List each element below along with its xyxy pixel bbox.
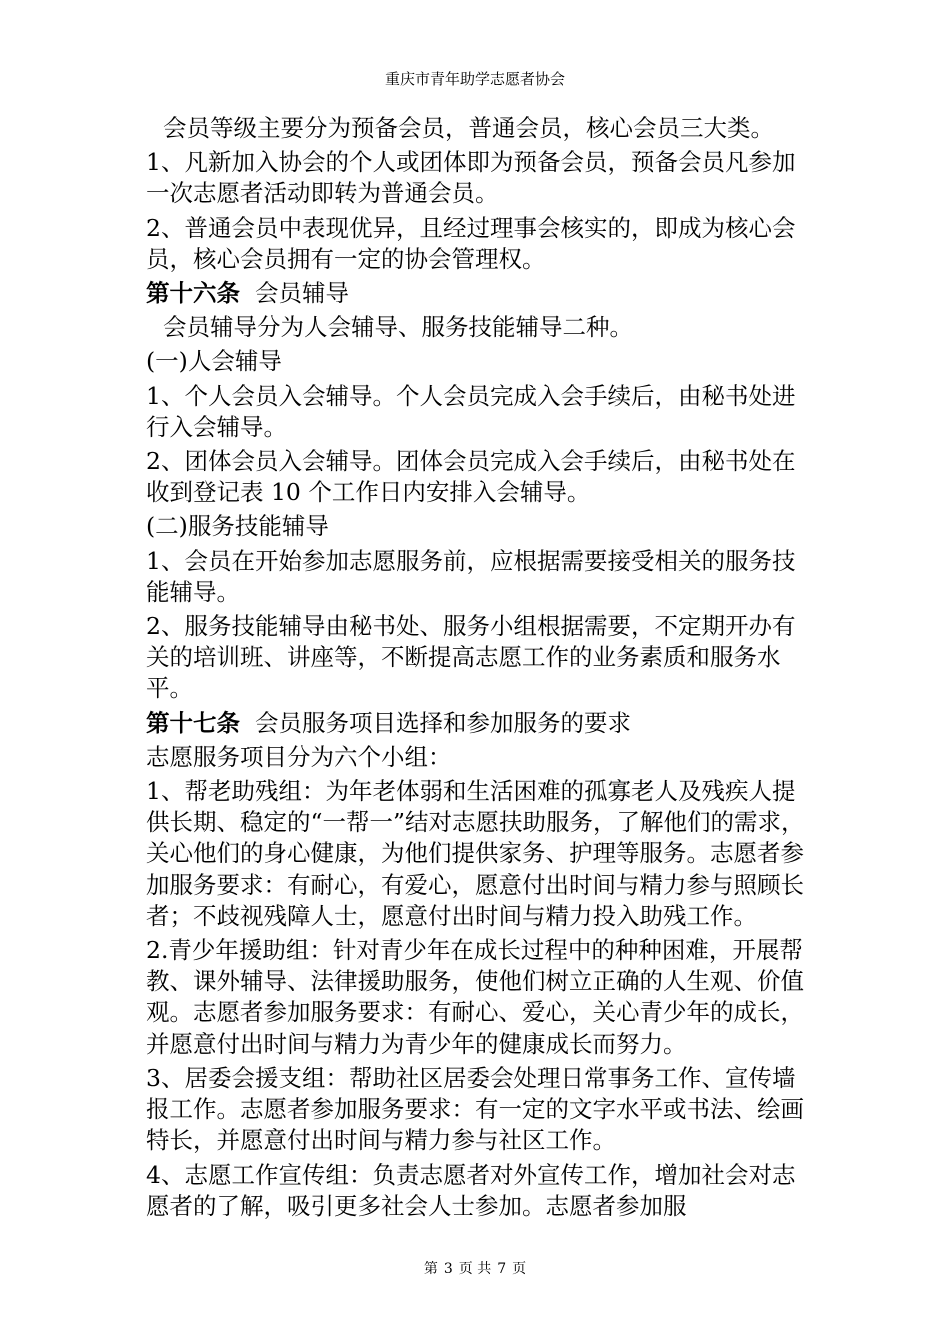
paragraph <box>146 546 818 608</box>
paragraph-text: 志愿服务项目分为六个小组： <box>146 742 452 771</box>
paragraph-text: 2、服务技能辅导由秘书处、服务小组根据需要，不定期开办有关的培训班、讲座等，不断提高志愿工作的业务素质和服务水平。 <box>146 612 796 703</box>
article-heading: 第十七条 <box>146 708 240 737</box>
paragraph <box>146 935 818 1060</box>
paragraph <box>146 312 818 343</box>
paragraph <box>146 381 818 443</box>
paragraph-text: 会员等级主要分为预备会员，普通会员，核心会员三大类。 <box>163 114 774 142</box>
paragraph-text: 1、凡新加入协会的个人或团体即为预备会员，预备会员凡参加一次志愿者活动即转为普通会员。 <box>146 148 796 208</box>
paragraph-text: 1、会员在开始参加志愿服务前，应根据需要接受相关的服务技能辅导。 <box>146 546 796 606</box>
paragraph <box>146 611 818 705</box>
paragraph-text: (一)人会辅导 <box>146 347 282 376</box>
footer-middle: 页 共 <box>458 1261 492 1277</box>
paragraph <box>146 113 818 144</box>
paragraph <box>146 346 818 377</box>
paragraph <box>146 446 818 508</box>
paragraph <box>146 776 818 932</box>
paragraph-text: 3、居委会援支组：帮助社区居委会处理日常事务工作、宣传墙报工作。志愿者参加服务要求：有一定的文字水平或书法、绘画特长，并愿意付出时间与精力参与社区工作。 <box>146 1063 804 1155</box>
paragraph-text: 会员辅导分为人会辅导、服务技能辅导二种。 <box>163 313 633 342</box>
paragraph <box>146 147 818 209</box>
paragraph-text: 2.青少年援助组：针对青少年在成长过程中的种种困难，开展帮教、课外辅导、法律援助服务，使他们树立正确的人生观、价值观。志愿者参加服务要求：有耐心、爱心，关心青少年的成长，并愿意付出时间与精力为青少年的健康成长而努力。 <box>146 936 804 1058</box>
footer-prefix: 第 <box>423 1261 438 1277</box>
paragraph <box>146 213 818 275</box>
paragraph-text: 会员服务项目选择和参加服务的要求 <box>240 708 631 737</box>
paragraph-text: 4、志愿工作宣传组：负责志愿者对外宣传工作，增加社会对志愿者的了解，吸引更多社会人士参加。志愿者参加服 <box>146 1160 796 1220</box>
paragraph-text: (二)服务技能辅导 <box>146 512 329 541</box>
document-body <box>146 113 818 1225</box>
paragraph-text: 会员辅导 <box>240 279 349 308</box>
paragraph-text: 1、帮老助残组：为年老体弱和生活困难的孤寡老人及残疾人提供长期、稳定的“一帮一”结对志愿扶助服务，了解他们的需求，关心他们的身心健康，为他们提供家务、护理等服务。志愿者参加服务要求：有耐心，有爱心，愿意付出时间与精力参与照顾长者；不歧视残障人士，愿意付出时间与精力投入助残工作。 <box>146 777 805 930</box>
paragraph-text: 2、团体会员入会辅导。团体会员完成入会手续后，由秘书处在收到登记表 10 个工作日内安排入会辅导。 <box>146 447 796 507</box>
page-footer <box>0 1258 950 1278</box>
paragraph <box>146 511 818 542</box>
footer-page-number: 3 <box>443 1261 453 1277</box>
paragraph-text: 2、普通会员中表现优异，且经过理事会核实的，即成为核心会员，核心会员拥有一定的协会管理权。 <box>146 213 796 273</box>
paragraph <box>146 1160 818 1222</box>
article-heading: 第十六条 <box>146 279 240 308</box>
paragraph <box>146 708 818 739</box>
footer-suffix: 页 <box>512 1261 527 1277</box>
paragraph-text: 1、个人会员入会辅导。个人会员完成入会手续后，由秘书处进行入会辅导。 <box>146 381 796 441</box>
paragraph <box>146 278 818 309</box>
footer-total-pages: 7 <box>497 1261 507 1277</box>
paragraph <box>146 1063 818 1157</box>
page-header: 重庆市青年助学志愿者协会 <box>384 70 565 88</box>
paragraph <box>146 742 818 773</box>
